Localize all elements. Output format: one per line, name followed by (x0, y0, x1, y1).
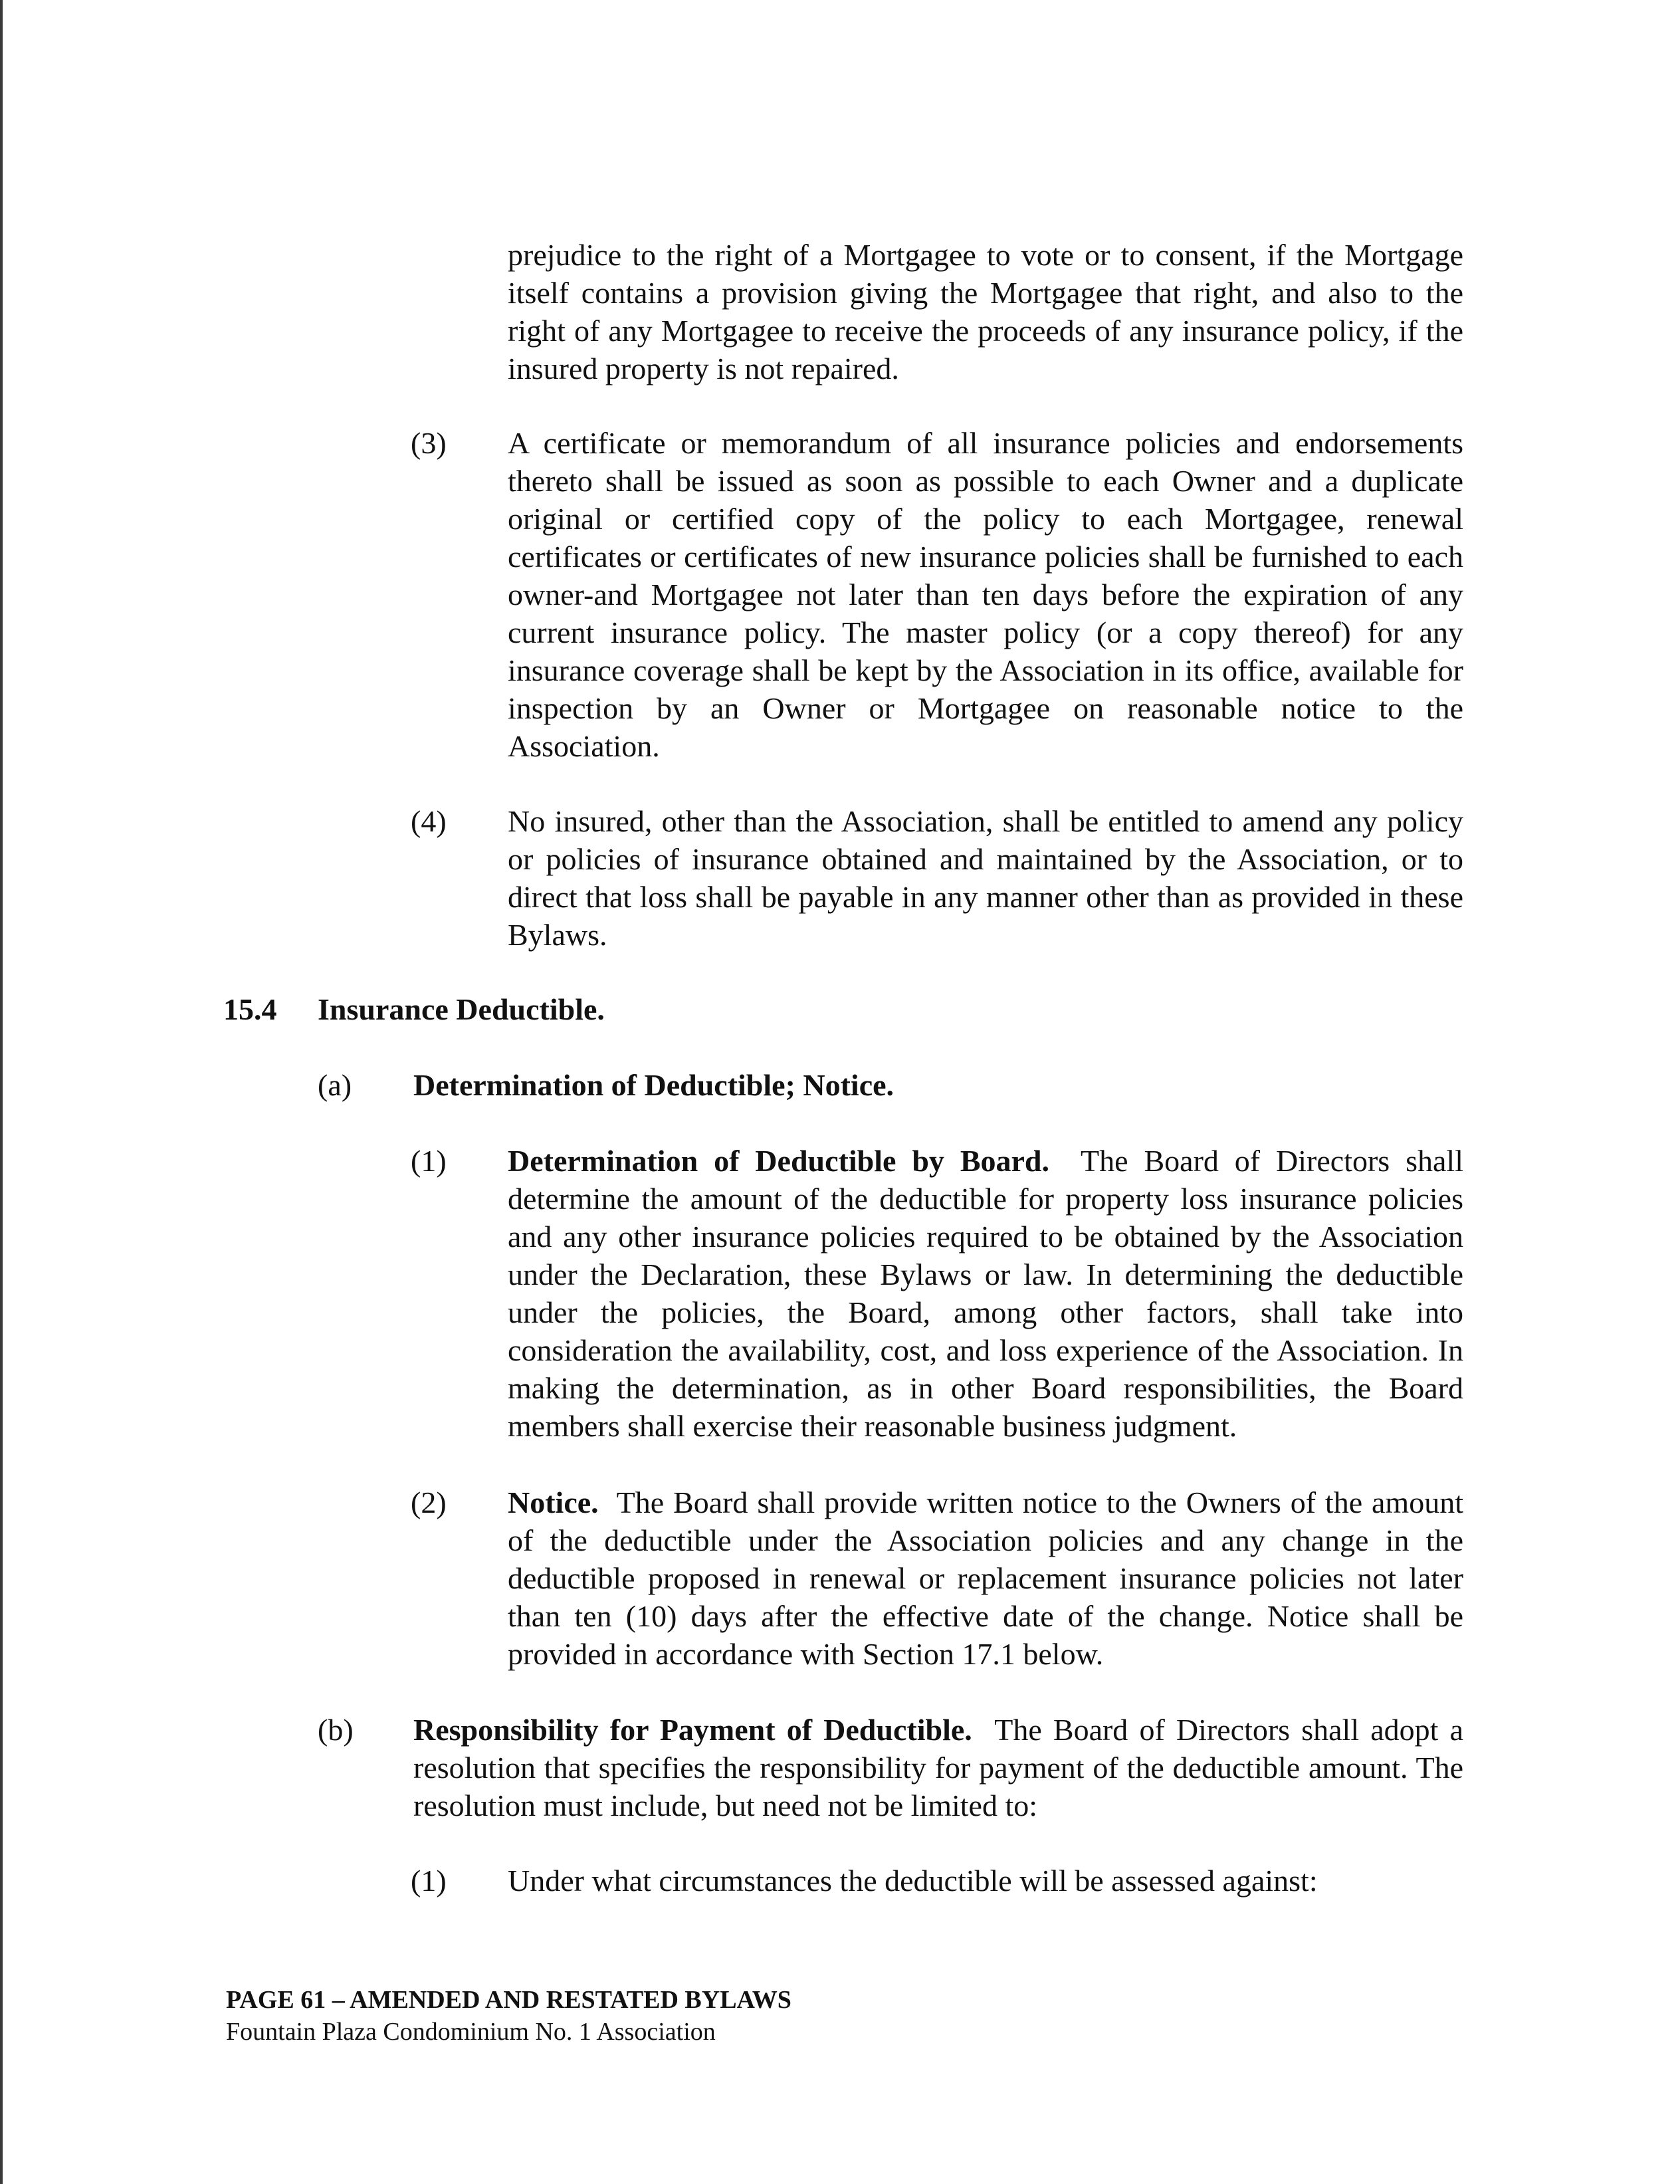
subsection-a-title: Determination of Deductible; Notice. (413, 1068, 894, 1102)
section-number: 15.4 (223, 992, 277, 1026)
item-3-number: (3) (411, 426, 447, 460)
b-item-1-number: (1) (411, 1864, 447, 1898)
a-item-1-title: Determination of Deductible by Board. (508, 1144, 1050, 1178)
subsection-b-title: Responsibility for Payment of Deductible. (413, 1713, 972, 1747)
a-item-2-text: The Board shall provide written notice to the Owners of the amount of the deductible under the Association policies and any change in the deductible proposed in renewal or replacement insurance policies not later than ten (10) days after the effective date of the change. Notice shall be provided in accordance with Section 17.1 below. (508, 1485, 1463, 1671)
continuation-paragraph: prejudice to the right of a Mortgagee to vote or to consent, if the Mortgage itself contains a provision giving the Mortgagee that right, and also to the right of any Mortgagee to receive the proceeds of any insurance policy, if the insured property is not repaired. (508, 238, 1463, 385)
item-4-text: No insured, other than the Association, shall be entitled to amend any policy or policies of insurance obtained and maintained by the Association, or to direct that loss shall be payable in any manner other than as provided in these Bylaws. (508, 804, 1463, 952)
item-3-text: A certificate or memorandum of all insurance policies and endorsements thereto shall be issued as soon as possible to each Owner and a duplicate original or certified copy of the policy to each Mortgagee, renewal certificates or certificates of new insurance policies shall be furnished to each owner-and Mortgagee not later than ten days before the expiration of any current insurance policy. The master policy (or a copy thereof) for any insurance coverage shall be kept by the Association in its office, available for inspection by an Owner or Mortgagee on reasonable notice to the Association. (508, 426, 1463, 763)
a-item-1-text: The Board of Directors shall determine the amount of the deductible for property loss insurance policies and any other insurance policies required to be obtained by the Association under the Declaration, these Bylaws or law. In determining the deductible under the policies, the Board, among other factors, shall take into consideration the availability, cost, and loss experience of the Association. In making the determination, as in other Board responsibilities, the Board members shall exercise their reasonable business judgment. (508, 1144, 1463, 1443)
subsection-b-text: The Board of Directors shall adopt a resolution that specifies the responsibility for payment of the deductible amount. The resolution must include, but need not be limited to: (413, 1713, 1463, 1822)
a-item-1-number: (1) (411, 1144, 447, 1178)
subsection-b-letter: (b) (318, 1713, 354, 1747)
scan-edge (0, 0, 3, 2184)
a-item-1-paragraph (508, 1142, 1463, 1445)
a-item-2-number: (2) (411, 1485, 447, 1519)
a-item-2-title: Notice. (508, 1485, 599, 1519)
subsection-a-letter: (a) (318, 1068, 352, 1102)
subsection-b-paragraph (413, 1711, 1463, 1824)
section-title: Insurance Deductible. (318, 992, 605, 1026)
b-item-1-text: Under what circumstances the deductible will be assessed against: (508, 1864, 1318, 1898)
a-item-2-paragraph (508, 1483, 1463, 1673)
footer-association-name: Fountain Plaza Condominium No. 1 Association (226, 2018, 716, 2046)
item-4-number: (4) (411, 804, 447, 838)
footer-page-title: PAGE 61 – AMENDED AND RESTATED BYLAWS (226, 1986, 791, 2014)
